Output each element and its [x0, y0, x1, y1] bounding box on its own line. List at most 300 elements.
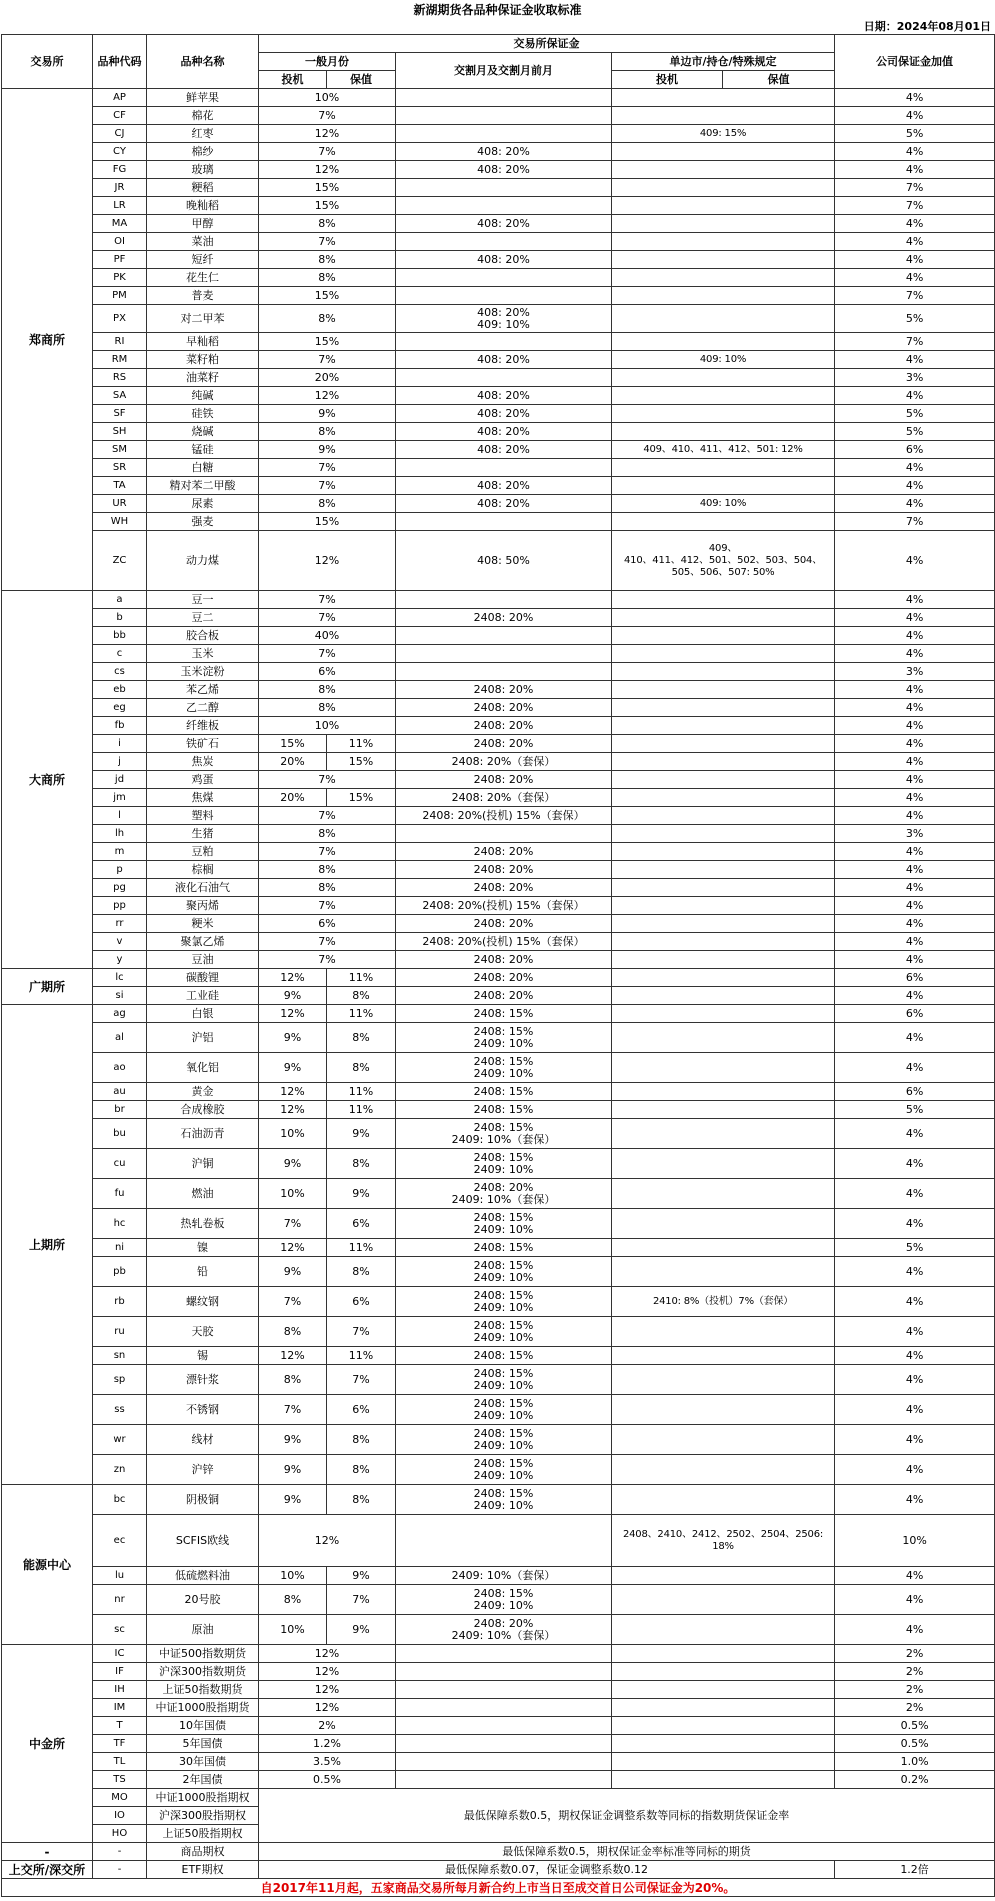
table-row [2, 477, 995, 495]
company-addon: 4% [835, 843, 995, 861]
footer-note: 自2017年11月起，五家商品交易所每月新合约上市当日至成交首日公司保证金为20%。 [2, 1879, 995, 1897]
table-row [2, 333, 995, 351]
product-name: 粳米 [147, 915, 259, 933]
product-name: 玉米 [147, 645, 259, 663]
table-row [2, 161, 995, 179]
table-row [2, 609, 995, 627]
delivery-margin [396, 495, 612, 513]
table-row [2, 789, 995, 807]
general-margin: 7% [259, 771, 396, 789]
delivery-margin [396, 735, 612, 753]
product-code: eb [93, 681, 147, 699]
product-name: 5年国债 [147, 1735, 259, 1753]
delivery-margin [396, 1053, 612, 1083]
exchange-cell: 上期所 [2, 1005, 93, 1485]
company-addon: 4% [835, 1615, 995, 1645]
product-code: sn [93, 1347, 147, 1365]
company-addon: 4% [835, 789, 995, 807]
delivery-margin-line: 2408: 15% [473, 1006, 534, 1020]
delivery-margin [396, 197, 612, 215]
product-name: 镍 [147, 1239, 259, 1257]
delivery-margin [396, 825, 612, 843]
general-margin: 12% [259, 1515, 396, 1567]
general-margin: 7% [259, 609, 396, 627]
general-margin: 2% [259, 1717, 396, 1735]
general-hedge: 8% [327, 1053, 396, 1083]
product-code: bb [93, 627, 147, 645]
product-code: m [93, 843, 147, 861]
product-name: 合成橡胶 [147, 1101, 259, 1119]
company-addon: 5% [835, 423, 995, 441]
special-margin [612, 807, 835, 825]
delivery-margin [396, 251, 612, 269]
special-margin-line: 409: 10% [699, 353, 747, 365]
delivery-margin [396, 1005, 612, 1023]
delivery-margin [396, 1515, 612, 1567]
company-addon: 4% [835, 609, 995, 627]
exchange-cell: - [2, 1843, 93, 1861]
company-addon: 4% [835, 1149, 995, 1179]
table-row [2, 1209, 995, 1239]
special-margin [612, 1023, 835, 1053]
table-row [2, 861, 995, 879]
special-margin [612, 1717, 835, 1735]
delivery-margin-line: 408: 20% [477, 352, 530, 366]
product-name: 强麦 [147, 513, 259, 531]
company-addon: 4% [835, 269, 995, 287]
delivery-margin [396, 107, 612, 125]
table-row [2, 591, 995, 609]
general-margin: 7% [259, 143, 396, 161]
product-code: PM [93, 287, 147, 305]
special-margin [612, 897, 835, 915]
general-hedge: 11% [327, 1239, 396, 1257]
company-addon: 4% [835, 645, 995, 663]
product-name: 液化石油气 [147, 879, 259, 897]
general-hedge: 8% [327, 1455, 396, 1485]
company-addon: 4% [835, 143, 995, 161]
product-code: ag [93, 1005, 147, 1023]
special-margin [612, 861, 835, 879]
product-name: 豆一 [147, 591, 259, 609]
table-row [2, 495, 995, 513]
special-margin [612, 1515, 835, 1567]
general-speculation: 8% [259, 1317, 327, 1347]
general-speculation: 9% [259, 1455, 327, 1485]
general-margin: 8% [259, 861, 396, 879]
general-margin: 15% [259, 513, 396, 531]
product-code: PX [93, 305, 147, 333]
special-margin [612, 387, 835, 405]
company-addon: 7% [835, 197, 995, 215]
product-name: 石油沥青 [147, 1119, 259, 1149]
footer-row [2, 1879, 995, 1897]
delivery-margin [396, 1083, 612, 1101]
special-margin [612, 591, 835, 609]
delivery-margin-line: 2408: 20% [473, 952, 534, 966]
header-general-month: 一般月份 [259, 53, 396, 71]
general-margin: 3.5% [259, 1753, 396, 1771]
special-margin [612, 143, 835, 161]
general-hedge: 9% [327, 1615, 396, 1645]
special-margin [612, 1101, 835, 1119]
product-name: 原油 [147, 1615, 259, 1645]
special-margin [612, 1753, 835, 1771]
company-addon: 4% [835, 477, 995, 495]
table-row [2, 1789, 995, 1807]
delivery-margin [396, 609, 612, 627]
product-code: ec [93, 1515, 147, 1567]
table-row [2, 143, 995, 161]
delivery-margin [396, 1119, 612, 1149]
delivery-margin [396, 369, 612, 387]
company-addon: 4% [835, 933, 995, 951]
product-code: OI [93, 233, 147, 251]
product-code: MA [93, 215, 147, 233]
product-name: 中证500指数期货 [147, 1645, 259, 1663]
product-name: 精对苯二甲酸 [147, 477, 259, 495]
delivery-margin [396, 591, 612, 609]
table-row [2, 735, 995, 753]
product-code: RS [93, 369, 147, 387]
company-addon: 4% [835, 915, 995, 933]
product-code: AP [93, 89, 147, 107]
general-hedge: 11% [327, 1101, 396, 1119]
table-row [2, 251, 995, 269]
company-addon: 4% [835, 879, 995, 897]
product-name: 聚丙烯 [147, 897, 259, 915]
company-addon: 4% [835, 1023, 995, 1053]
table-row [2, 1023, 995, 1053]
general-hedge: 11% [327, 735, 396, 753]
product-code: SA [93, 387, 147, 405]
company-addon: 4% [835, 351, 995, 369]
delivery-margin-line: 408: 20% [477, 252, 530, 266]
special-margin [612, 717, 835, 735]
exchange-cell: 上交所/深交所 [2, 1861, 93, 1879]
delivery-margin [396, 405, 612, 423]
delivery-margin-line: 2408: 20% [473, 1180, 534, 1194]
general-hedge: 15% [327, 753, 396, 771]
delivery-margin-line: 2409: 10% [473, 1498, 534, 1512]
product-name: 阴极铜 [147, 1485, 259, 1515]
delivery-margin-line: 408: 20% [477, 144, 530, 158]
product-name: 对二甲苯 [147, 305, 259, 333]
delivery-margin [396, 717, 612, 735]
product-code: SH [93, 423, 147, 441]
company-addon: 4% [835, 251, 995, 269]
product-name: 白银 [147, 1005, 259, 1023]
general-hedge: 11% [327, 1347, 396, 1365]
table-row [2, 1567, 995, 1585]
product-code: LR [93, 197, 147, 215]
company-addon: 0.5% [835, 1717, 995, 1735]
special-margin [612, 1005, 835, 1023]
exchange-cell: 能源中心 [2, 1485, 93, 1645]
delivery-margin-line: 2409: 10% [473, 1408, 534, 1422]
product-code: fb [93, 717, 147, 735]
table-row [2, 825, 995, 843]
product-name: 工业硅 [147, 987, 259, 1005]
product-code: cu [93, 1149, 147, 1179]
delivery-margin-line: 2408: 15% [473, 1426, 534, 1440]
table-row [2, 269, 995, 287]
product-code: a [93, 591, 147, 609]
table-row [2, 1149, 995, 1179]
delivery-margin [396, 387, 612, 405]
product-name: 白糖 [147, 459, 259, 477]
table-row [2, 1771, 995, 1789]
company-addon: 4% [835, 807, 995, 825]
product-name: 生猪 [147, 825, 259, 843]
table-row [2, 699, 995, 717]
delivery-margin-line: 2408: 15% [473, 1486, 534, 1500]
delivery-margin-line: 2408: 20%(投机) 15%（套保） [422, 934, 585, 948]
table-row [2, 405, 995, 423]
product-code: v [93, 933, 147, 951]
delivery-margin-line: 2408: 15% [473, 1348, 534, 1362]
delivery-margin-line: 2408: 20% [473, 844, 534, 858]
product-name: SCFIS欧线 [147, 1515, 259, 1567]
general-margin: 40% [259, 627, 396, 645]
product-code: MO [93, 1789, 147, 1807]
table-row [2, 1317, 995, 1347]
delivery-margin [396, 1239, 612, 1257]
table-row [2, 1753, 995, 1771]
general-margin: 10% [259, 717, 396, 735]
product-name: 菜油 [147, 233, 259, 251]
company-addon: 4% [835, 987, 995, 1005]
product-name: 中证1000股指期货 [147, 1699, 259, 1717]
company-addon: 4% [835, 753, 995, 771]
delivery-margin-line: 408: 20% [477, 388, 530, 402]
etf-options-row [2, 1861, 995, 1879]
delivery-margin [396, 215, 612, 233]
special-margin [612, 789, 835, 807]
product-code: ao [93, 1053, 147, 1083]
special-margin [612, 1119, 835, 1149]
general-speculation: 8% [259, 1365, 327, 1395]
delivery-margin [396, 1663, 612, 1681]
special-margin [612, 1365, 835, 1395]
product-name: 乙二醇 [147, 699, 259, 717]
delivery-margin-line: 409: 10% [477, 317, 530, 331]
company-addon: 4% [835, 951, 995, 969]
special-margin [612, 1425, 835, 1455]
company-addon: 4% [835, 699, 995, 717]
special-margin-line: 409、410、411、412、501: 12% [643, 443, 803, 455]
table-row [2, 1699, 995, 1717]
delivery-margin-line: 408: 20% [477, 442, 530, 456]
general-hedge: 11% [327, 969, 396, 987]
company-addon: 6% [835, 1083, 995, 1101]
special-margin [612, 1317, 835, 1347]
product-name: 胶合板 [147, 627, 259, 645]
general-margin: 12% [259, 1699, 396, 1717]
company-addon: 2% [835, 1699, 995, 1717]
general-margin: 7% [259, 897, 396, 915]
special-margin [612, 735, 835, 753]
special-margin [612, 1615, 835, 1645]
general-speculation: 15% [259, 735, 327, 753]
table-row [2, 1365, 995, 1395]
company-addon: 4% [835, 1257, 995, 1287]
table-row [2, 1101, 995, 1119]
company-addon: 4% [835, 591, 995, 609]
delivery-margin-line: 2409: 10% [473, 1036, 534, 1050]
product-code: RI [93, 333, 147, 351]
special-margin [612, 1771, 835, 1789]
delivery-margin-line: 2409: 10% [473, 1222, 534, 1236]
delivery-margin-line: 2408: 15% [473, 1084, 534, 1098]
table-row [2, 933, 995, 951]
product-name: 纤维板 [147, 717, 259, 735]
header-row-1 [2, 35, 995, 53]
company-addon: 4% [835, 771, 995, 789]
table-row [2, 1083, 995, 1101]
delivery-margin-line: 2409: 10% [473, 1300, 534, 1314]
table-row [2, 125, 995, 143]
special-margin [612, 1699, 835, 1717]
product-name: 甲醇 [147, 215, 259, 233]
table-row [2, 807, 995, 825]
general-hedge: 7% [327, 1317, 396, 1347]
delivery-margin [396, 753, 612, 771]
company-addon: 4% [835, 107, 995, 125]
product-code: SF [93, 405, 147, 423]
delivery-margin [396, 1567, 612, 1585]
product-name: 氧化铝 [147, 1053, 259, 1083]
delivery-margin [396, 233, 612, 251]
special-margin [612, 215, 835, 233]
product-code: p [93, 861, 147, 879]
company-addon: 7% [835, 513, 995, 531]
general-hedge: 11% [327, 1005, 396, 1023]
general-margin: 7% [259, 459, 396, 477]
table-row [2, 897, 995, 915]
delivery-margin [396, 441, 612, 459]
product-name: 沪锌 [147, 1455, 259, 1485]
general-speculation: 12% [259, 1005, 327, 1023]
product-code: IC [93, 1645, 147, 1663]
product-code: sc [93, 1615, 147, 1645]
table-row [2, 1585, 995, 1615]
table-row [2, 663, 995, 681]
delivery-margin-line: 408: 20% [477, 305, 530, 319]
product-name: 短纤 [147, 251, 259, 269]
product-name: 锰硅 [147, 441, 259, 459]
delivery-margin-line: 2409: 10% [473, 1378, 534, 1392]
company-addon: 4% [835, 215, 995, 233]
general-margin: 20% [259, 369, 396, 387]
delivery-margin [396, 531, 612, 591]
general-margin: 8% [259, 681, 396, 699]
product-code: ni [93, 1239, 147, 1257]
delivery-margin [396, 459, 612, 477]
product-code: rr [93, 915, 147, 933]
general-speculation: 7% [259, 1287, 327, 1317]
special-margin [612, 233, 835, 251]
special-margin [612, 1567, 835, 1585]
general-speculation: 9% [259, 1257, 327, 1287]
special-margin [612, 825, 835, 843]
product-code: c [93, 645, 147, 663]
document-date: 日期：2024年08月01日 [863, 20, 991, 33]
company-addon: 6% [835, 969, 995, 987]
product-name: 20号胶 [147, 1585, 259, 1615]
table-row [2, 1645, 995, 1663]
table-row [2, 987, 995, 1005]
special-margin [612, 459, 835, 477]
product-code: br [93, 1101, 147, 1119]
product-name: 尿素 [147, 495, 259, 513]
table-row [2, 531, 995, 591]
special-margin [612, 477, 835, 495]
company-addon: 2% [835, 1681, 995, 1699]
product-name: 鸡蛋 [147, 771, 259, 789]
delivery-margin-line: 2408: 20%(投机) 15%（套保） [422, 808, 585, 822]
special-margin-line: 409: 10% [699, 497, 747, 509]
delivery-margin-line: 2408: 15% [473, 1102, 534, 1116]
product-name: 玉米淀粉 [147, 663, 259, 681]
general-speculation: 12% [259, 1239, 327, 1257]
special-margin [612, 89, 835, 107]
company-addon: 3% [835, 825, 995, 843]
product-name: 塑料 [147, 807, 259, 825]
general-speculation: 9% [259, 1485, 327, 1515]
special-margin [612, 369, 835, 387]
product-code: CF [93, 107, 147, 125]
product-name: 晚籼稻 [147, 197, 259, 215]
company-addon: 2% [835, 1645, 995, 1663]
general-margin: 7% [259, 933, 396, 951]
delivery-margin-line: 2408: 15% [473, 1586, 534, 1600]
etf-options-note: 最低保障系数0.07，保证金调整系数0.12 [259, 1861, 835, 1879]
product-name: 油菜籽 [147, 369, 259, 387]
product-code: TF [93, 1735, 147, 1753]
table-row [2, 1425, 995, 1455]
company-addon: 1.0% [835, 1753, 995, 1771]
delivery-margin [396, 807, 612, 825]
product-code: i [93, 735, 147, 753]
table-row [2, 215, 995, 233]
table-body [2, 89, 995, 1897]
general-speculation: 12% [259, 1083, 327, 1101]
company-addon: 4% [835, 1365, 995, 1395]
delivery-margin [396, 1485, 612, 1515]
table-row [2, 305, 995, 333]
general-hedge: 6% [327, 1287, 396, 1317]
special-margin [612, 179, 835, 197]
margin-table [1, 34, 995, 1897]
product-name: 普麦 [147, 287, 259, 305]
delivery-margin-line: 408: 20% [477, 406, 530, 420]
delivery-margin-line: 2408: 20% [473, 916, 534, 930]
delivery-margin [396, 663, 612, 681]
table-row [2, 717, 995, 735]
company-addon: 4% [835, 387, 995, 405]
exchange-cell: 郑商所 [2, 89, 93, 591]
special-margin [612, 771, 835, 789]
company-addon: 4% [835, 1567, 995, 1585]
special-margin [612, 441, 835, 459]
product-code: IM [93, 1699, 147, 1717]
delivery-margin [396, 477, 612, 495]
special-margin [612, 1179, 835, 1209]
special-margin [612, 1735, 835, 1753]
product-code: j [93, 753, 147, 771]
special-margin [612, 1681, 835, 1699]
